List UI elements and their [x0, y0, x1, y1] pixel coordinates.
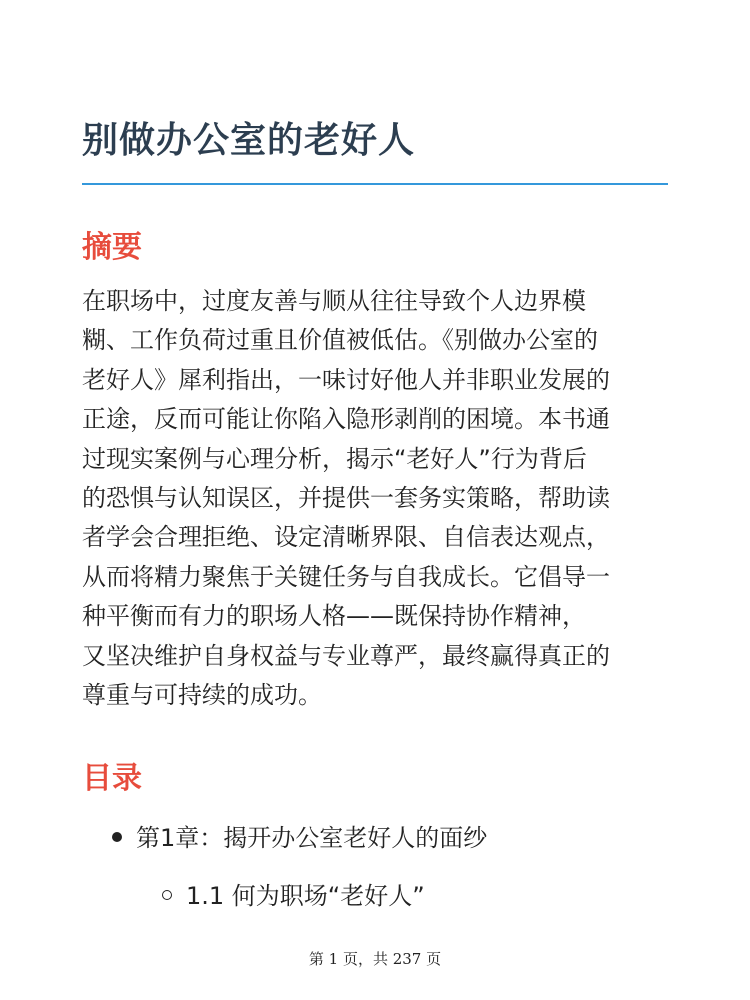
abstract-line: 又坚决维护自身权益与专业尊严，最终赢得真正的: [82, 641, 610, 670]
title-divider: [82, 183, 668, 185]
bullet-circle-icon: [162, 890, 172, 900]
toc-heading: 目录: [82, 761, 142, 796]
abstract-line: 从而将精力聚焦于关键任务与自我成长。它倡导一: [82, 562, 610, 591]
abstract-line: 者学会合理拒绝、设定清晰界限、自信表达观点，: [82, 523, 610, 552]
abstract-body: [82, 282, 672, 715]
toc-item-chapter-1[interactable]: [112, 818, 487, 853]
abstract-line: 种平衡而有力的职场人格——既保持协作精神，: [82, 602, 586, 631]
toc-item-section-1-1[interactable]: [162, 876, 425, 911]
abstract-line: 正途，反而可能让你陷入隐形剥削的困境。本书通: [82, 405, 610, 434]
abstract-line: 的恐惧与认知误区，并提供一套务实策略，帮助读: [82, 484, 610, 513]
abstract-line: 过现实案例与心理分析，揭示“老好人”行为背后: [82, 444, 587, 473]
toc-item-label: 第1章：揭开办公室老好人的面纱: [136, 824, 488, 852]
bullet-disc-icon: [112, 832, 122, 842]
abstract-line: 糊、工作负荷过重且价值被低估。《别做办公室的: [82, 326, 598, 355]
toc-item-label: 1.1 何为职场“老好人”: [186, 882, 425, 910]
page-number-footer: 第 1 页，共 237 页: [308, 950, 442, 968]
abstract-line: 在职场中，过度友善与顺从往往导致个人边界模: [82, 287, 586, 315]
abstract-heading: 摘要: [82, 230, 142, 265]
abstract-line: 老好人》犀利指出，一味讨好他人并非职业发展的: [82, 365, 610, 394]
document-title: 别做办公室的老好人: [82, 120, 416, 161]
abstract-line: 尊重与可持续的成功。: [82, 681, 322, 710]
